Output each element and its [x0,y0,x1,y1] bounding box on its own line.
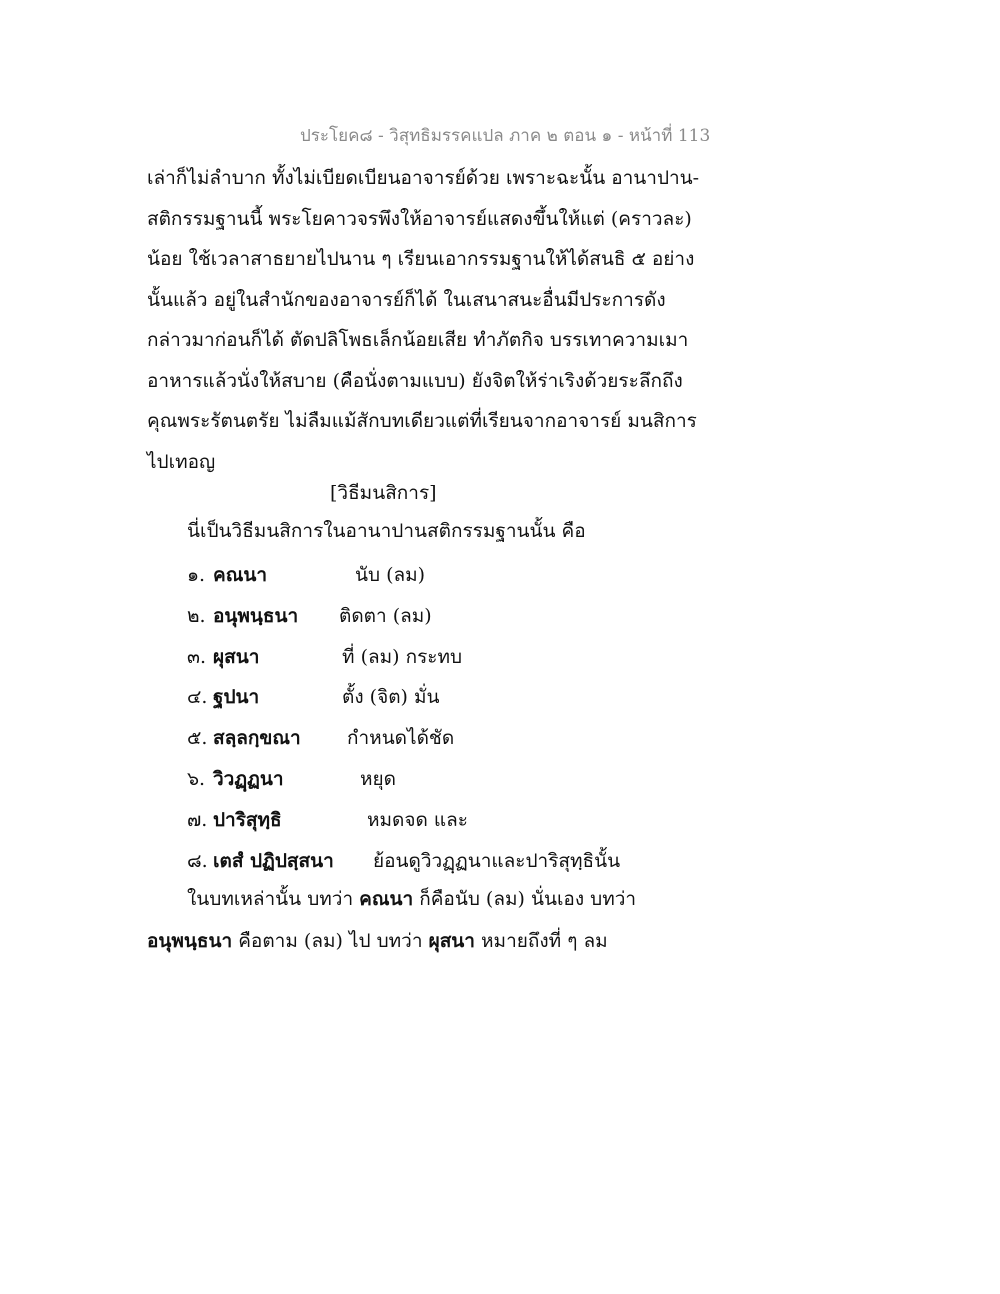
item-number: ๕. [187,727,208,750]
item-definition: ที่ (ลม) กระทบ [342,645,463,668]
item-number: ๗. [187,808,208,831]
item-term: เตสํ ปฏิปสฺสนา [213,849,334,872]
item-number: ๘. [187,849,208,872]
paragraph-line: น้อย ใช้เวลาสาธยายไปนาน ๆ เรียนเอากรรมฐานให้ได้สนธิ ๕ อย่าง [147,248,695,270]
item-term: ผุสนา [213,645,260,668]
list-item [187,556,687,597]
item-definition: ตั้ง (จิต) มั่น [342,686,440,709]
list-item [187,801,687,842]
closing-text: หมายถึงที่ ๆ ลม [481,930,608,952]
term-anubandhana: อนุพนฺธนา [147,930,233,952]
closing-line [147,920,707,962]
list-item [187,597,687,638]
item-definition: หมดจด และ [367,808,468,831]
closing-text: ก็คือนับ (ลม) นั่นเอง บทว่า [419,888,637,910]
term-ganana: คณนา [359,888,414,910]
section-intro: นี่เป็นวิธีมนสิการในอานาปานสติกรรมฐานนั้น คือ [187,520,586,542]
section-heading: [วิธีมนสิการ] [330,482,437,504]
item-definition: หยุด [360,767,396,790]
item-number: ๖. [187,767,206,790]
list-item [187,842,687,883]
running-header: ประโยค๘ - วิสุทธิมรรคแปล ภาค ๒ ตอน ๑ - หน้าที่ 113 [300,126,711,146]
item-term: สลฺลกฺขณา [213,727,301,750]
item-definition: กำหนดได้ชัด [347,727,455,750]
method-list [187,556,687,882]
item-number: ๑. [187,564,206,586]
body-paragraph [147,158,707,482]
list-item [187,638,687,679]
item-term: คณนา [213,564,267,586]
term-phusana: ผุสนา [428,930,475,952]
closing-text: คือตาม (ลม) ไป บทว่า [238,930,423,952]
paragraph-line: อาหารแล้วนั่งให้สบาย (คือนั่งตามแบบ) ยังจิตให้ร่าเริงด้วยระลึกถึง [147,369,683,392]
list-item [187,719,687,760]
list-item [187,760,687,801]
item-term: ปาริสุทฺธิ [213,808,282,831]
paragraph-line: คุณพระรัตนตรัย ไม่ลืมแม้สักบทเดียวแต่ที่เรียนจากอาจารย์ มนสิการ [147,410,697,432]
item-definition: ย้อนดูวิวฏฺฏนาและปาริสุทฺธินั้น [373,849,621,872]
closing-line [147,878,707,920]
paragraph-line: นั้นแล้ว อยู่ในสำนักของอาจารย์ก็ได้ ในเสนาสนะอื่นมีประการดัง [147,288,666,311]
paragraph-line: สติกรรมฐานนี้ พระโยคาวจรพึงให้อาจารย์แสดงขึ้นให้แต่ (คราวละ) [147,207,692,230]
item-definition: ติดตา (ลม) [339,604,432,627]
list-item [187,678,687,719]
item-term: วิวฏฺฏนา [213,767,284,790]
item-number: ๒. [187,604,206,627]
item-term: ฐปนา [213,686,260,709]
closing-text: ในบทเหล่านั้น บทว่า [187,888,354,910]
closing-paragraph [147,878,707,962]
paragraph-line: กล่าวมาก่อนก็ได้ ตัดปลิโพธเล็กน้อยเสีย ทำภัตกิจ บรรเทาความเมา [147,329,689,351]
item-definition: นับ (ลม) [355,564,426,586]
item-number: ๔. [187,686,208,709]
item-number: ๓. [187,645,207,668]
paragraph-line: ไปเทอญ [147,450,216,473]
paragraph-line: เล่าก็ไม่ลำบาก ทั้งไม่เบียดเบียนอาจารย์ด้วย เพราะฉะนั้น อานาปาน- [147,167,700,189]
item-term: อนุพนฺธนา [213,604,299,627]
